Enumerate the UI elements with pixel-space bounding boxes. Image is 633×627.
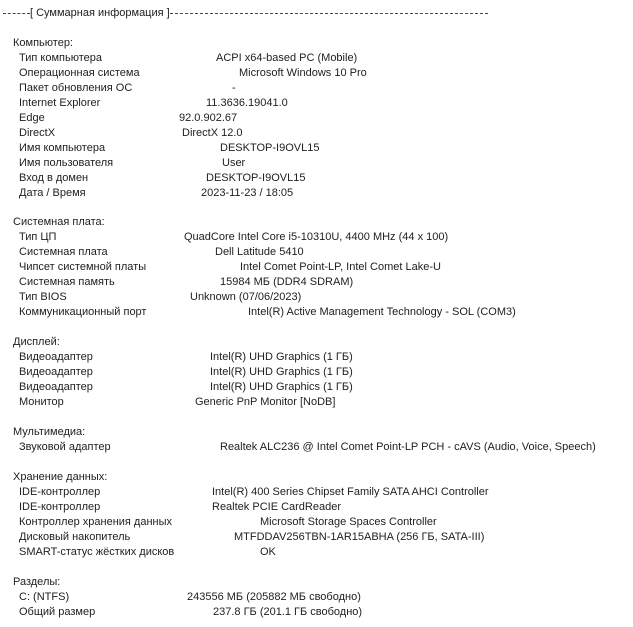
row-value: 11.3636.19041.0	[206, 97, 288, 109]
row-value: Generic PnP Monitor [NoDB]	[195, 396, 336, 408]
row-value: Unknown (07/06/2023)	[190, 291, 302, 303]
row-value: -	[232, 82, 236, 94]
row-value: DESKTOP-I9OVL15	[220, 142, 320, 154]
row-label: Звуковой адаптер	[19, 441, 111, 453]
row-value: DirectX 12.0	[182, 127, 243, 139]
row-label: Пакет обновления ОС	[19, 82, 133, 94]
row-label: IDE-контроллер	[19, 486, 101, 498]
row-label: Тип BIOS	[19, 291, 67, 303]
row-value: Realtek ALC236 @ Intel Comet Point-LP PCH - cAVS (Audio, Voice, Speech)	[220, 441, 596, 453]
row-label: Общий размер	[19, 606, 96, 618]
row-label: Вход в домен	[19, 172, 89, 184]
row-label: Видеоадаптер	[19, 366, 93, 378]
row-value: 243556 МБ (205882 МБ свободно)	[187, 591, 361, 603]
row-value: QuadCore Intel Core i5-10310U, 4400 MHz (44 x 100)	[184, 231, 449, 243]
row-value: DESKTOP-I9OVL15	[206, 172, 306, 184]
section-header: Системная плата:	[13, 216, 105, 228]
row-label: Системная память	[19, 276, 115, 288]
row-label: Системная плата	[19, 246, 108, 258]
row-value: 2023-11-23 / 18:05	[201, 187, 294, 199]
title-divider-left	[3, 13, 30, 14]
row-value: Dell Latitude 5410	[215, 246, 304, 258]
row-label: Дата / Время	[19, 187, 86, 199]
row-label: Дисковый накопитель	[19, 531, 131, 543]
row-value: ACPI x64-based PC (Mobile)	[216, 52, 358, 64]
row-value: 92.0.902.67	[179, 112, 238, 124]
row-value: Realtek PCIE CardReader	[212, 501, 342, 513]
row-value: 15984 МБ (DDR4 SDRAM)	[220, 276, 354, 288]
row-value: Intel(R) UHD Graphics (1 ГБ)	[210, 366, 353, 378]
row-value: User	[222, 157, 246, 169]
row-value: Intel(R) UHD Graphics (1 ГБ)	[210, 381, 353, 393]
row-value: Intel Comet Point-LP, Intel Comet Lake-U	[240, 261, 441, 273]
section-header: Разделы:	[13, 576, 61, 588]
row-value: Intel(R) Active Management Technology - SOL (COM3)	[248, 306, 516, 318]
row-label: IDE-контроллер	[19, 501, 101, 513]
title-text: [ Суммарная информация ]	[30, 7, 170, 19]
row-value: OK	[260, 546, 276, 558]
row-label: Видеоадаптер	[19, 351, 93, 363]
row-value: MTFDDAV256TBN-1AR15ABHA (256 ГБ, SATA-III)	[234, 531, 485, 543]
row-label: Тип компьютера	[19, 52, 102, 64]
row-value: Microsoft Windows 10 Pro	[239, 67, 367, 79]
section-header: Мультимедиа:	[13, 426, 86, 438]
section-header: Компьютер:	[13, 37, 73, 49]
row-label: Тип ЦП	[19, 231, 57, 243]
row-label: Edge	[19, 112, 45, 124]
row-value: Intel(R) UHD Graphics (1 ГБ)	[210, 351, 353, 363]
row-label: Контроллер хранения данных	[19, 516, 173, 528]
row-label: Имя пользователя	[19, 157, 114, 169]
row-label: Операционная система	[19, 67, 140, 79]
row-label: Чипсет системной платы	[19, 261, 147, 273]
row-label: C: (NTFS)	[19, 591, 70, 603]
row-label: Монитор	[19, 396, 64, 408]
report-title	[3, 7, 488, 20]
row-label: Имя компьютера	[19, 142, 106, 154]
section-header: Хранение данных:	[13, 471, 108, 483]
title-divider-right	[170, 13, 488, 14]
row-value: Microsoft Storage Spaces Controller	[260, 516, 437, 528]
row-label: Видеоадаптер	[19, 381, 93, 393]
row-label: DirectX	[19, 127, 56, 139]
row-label: SMART-статус жёстких дисков	[19, 546, 175, 558]
row-value: 237.8 ГБ (201.1 ГБ свободно)	[213, 606, 363, 618]
row-label: Коммуникационный порт	[19, 306, 147, 318]
row-value: Intel(R) 400 Series Chipset Family SATA AHCI Controller	[212, 486, 489, 498]
section-header: Дисплей:	[13, 336, 60, 348]
row-label: Internet Explorer	[19, 97, 101, 109]
